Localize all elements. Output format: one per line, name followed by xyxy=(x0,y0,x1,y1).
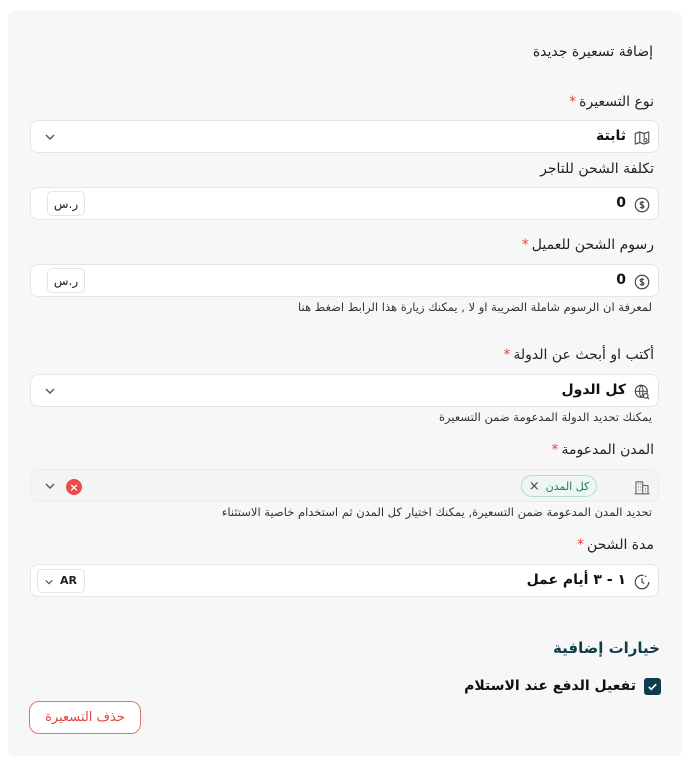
cod-label[interactable]: تفعيل الدفع عند الاستلام xyxy=(464,678,636,694)
country-hint: يمكنك تحديد الدولة المدعومة ضمن التسعيرة xyxy=(439,410,652,424)
customer-fee-hint[interactable]: لمعرفة ان الرسوم شاملة الضريبة او لا , يمكنك زيارة هذا الرابط اضغط هنا xyxy=(297,300,652,314)
customer-fee-label: رسوم الشحن للعميل* xyxy=(521,237,654,253)
pricing-type-select[interactable] xyxy=(30,120,659,153)
extra-options-title: خيارات إضافية xyxy=(553,639,660,657)
building-icon xyxy=(633,478,651,496)
duration-value: ١ - ٣ أيام عمل xyxy=(526,572,626,588)
cities-multiselect[interactable] xyxy=(30,469,659,502)
country-label: أكتب او أبحث عن الدولة* xyxy=(503,347,654,363)
clear-selection-icon[interactable]: × xyxy=(66,479,82,495)
customer-fee-input[interactable] xyxy=(30,264,659,297)
form-title: إضافة تسعيرة جديدة xyxy=(532,44,653,60)
dollar-circle-icon xyxy=(633,273,651,291)
duration-input[interactable] xyxy=(30,564,659,597)
pricing-type-value: ثابتة xyxy=(596,128,626,144)
chevron-down-icon[interactable] xyxy=(44,480,56,492)
merchant-cost-value: 0 xyxy=(616,195,626,211)
country-value: كل الدول xyxy=(561,382,626,398)
country-select[interactable] xyxy=(30,374,659,407)
duration-label: مدة الشحن* xyxy=(577,537,654,553)
check-icon xyxy=(647,681,658,692)
chevron-down-icon xyxy=(44,577,54,587)
dollar-circle-icon xyxy=(633,196,651,214)
language-value: AR xyxy=(60,574,77,587)
cod-checkbox[interactable] xyxy=(644,678,661,695)
map-icon xyxy=(633,129,651,147)
language-select[interactable] xyxy=(37,569,85,593)
merchant-cost-label: تكلفة الشحن للتاجر xyxy=(540,161,654,177)
delete-pricing-button[interactable]: حذف التسعيرة xyxy=(29,701,141,734)
customer-fee-value: 0 xyxy=(616,272,626,288)
chevron-down-icon[interactable] xyxy=(44,385,56,397)
globe-search-icon xyxy=(633,383,651,401)
cities-hint: تحديد المدن المدعومة ضمن التسعيرة, يمكنك اختيار كل المدن ثم استخدام خاصية الاستثناء xyxy=(221,505,652,519)
currency-unit: ر.س xyxy=(47,268,85,293)
cities-label: المدن المدعومة* xyxy=(551,442,654,458)
timer-icon xyxy=(633,573,651,591)
pricing-form-card xyxy=(8,11,682,756)
merchant-cost-input[interactable] xyxy=(30,187,659,220)
pricing-type-label: نوع التسعيرة* xyxy=(569,94,654,110)
chevron-down-icon[interactable] xyxy=(44,131,56,143)
chip-remove-icon[interactable]: × xyxy=(528,478,540,494)
currency-unit: ر.س xyxy=(47,191,85,216)
city-chip-all xyxy=(521,475,597,497)
city-chip-label: كل المدن xyxy=(545,479,590,493)
